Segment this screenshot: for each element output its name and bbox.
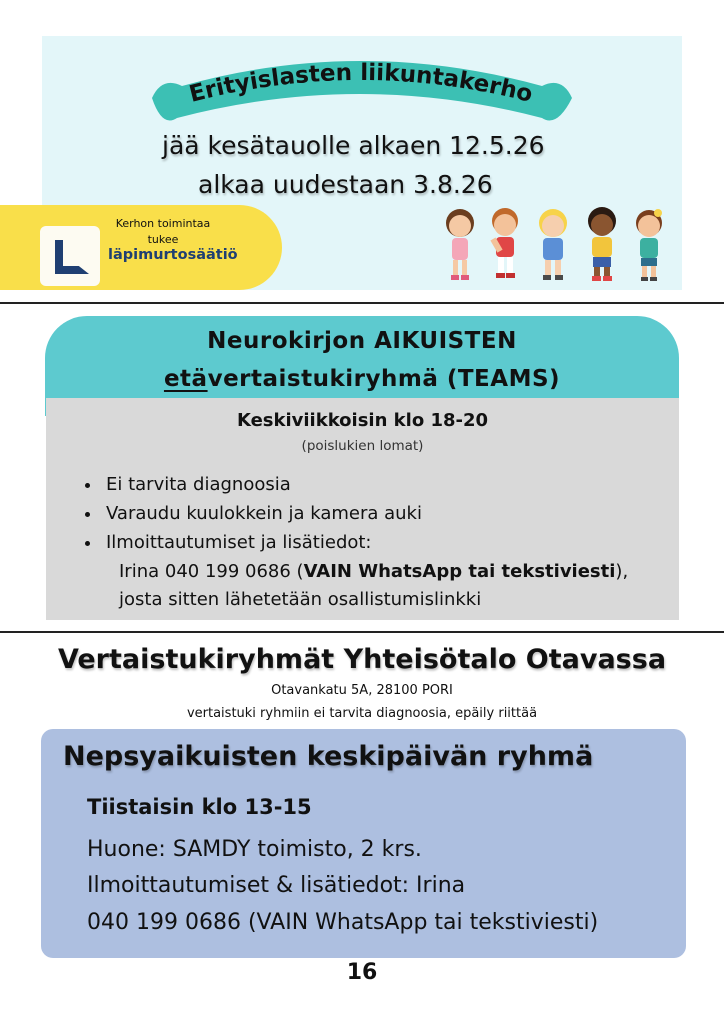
group-card xyxy=(41,729,686,958)
underlined-prefix: etä xyxy=(163,366,208,392)
list-item: • Ei tarvita diagnoosia xyxy=(102,470,422,499)
group-card-phone: 040 199 0686 (VAIN WhatsApp tai tekstiviesti) xyxy=(87,910,599,935)
teams-group-title-line1: Neurokirjon AIKUISTEN xyxy=(207,328,517,354)
divider xyxy=(0,302,724,304)
schedule-note: (poislukien lomat) xyxy=(301,438,424,454)
sponsor-logo xyxy=(40,226,100,286)
contact-info xyxy=(119,558,628,614)
children-illustration xyxy=(442,201,672,289)
group-card-title: Nepsyaikuisten keskipäivän ryhmä xyxy=(63,741,594,772)
group-card-registration: Ilmoittautumiset & lisätiedot: Irina xyxy=(87,873,466,898)
page-number: 16 xyxy=(346,960,378,985)
divider xyxy=(0,631,724,633)
break-start-text: jää kesätauolle alkaen 12.5.26 xyxy=(162,131,545,160)
logo-bar-horizontal xyxy=(55,266,89,274)
teams-group-title-line2 xyxy=(45,366,679,392)
list-item: • Varaudu kuulokkein ja kamera auki xyxy=(102,499,422,528)
info-list xyxy=(102,470,422,557)
child-figure xyxy=(539,209,567,280)
title-rest: vertaistukiryhmä (TEAMS) xyxy=(207,366,561,392)
contact-prefix: Irina 040 199 0686 ( xyxy=(119,561,304,582)
sponsor-block xyxy=(0,205,282,290)
address: Otavankatu 5A, 28100 PORI xyxy=(271,683,453,698)
group-card-time: Tiistaisin klo 13-15 xyxy=(87,795,312,819)
child-figure xyxy=(446,209,474,280)
child-figure xyxy=(490,208,518,278)
teams-group-body xyxy=(46,398,679,620)
diagnosis-note: vertaistuki ryhmiin ei tarvita diagnoosia, epäily riittää xyxy=(186,706,538,721)
banner-title: Erityislasten liikuntakerho xyxy=(186,59,536,108)
schedule-text: Keskiviikkoisin klo 18-20 xyxy=(236,410,489,431)
peer-groups-title: Vertaistukiryhmät Yhteisötalo Otavassa xyxy=(57,644,667,675)
contact-line2: josta sitten lähetetään osallistumislinkki xyxy=(119,589,482,610)
restart-text: alkaa uudestaan 3.8.26 xyxy=(198,170,493,199)
contact-suffix: ), xyxy=(615,561,629,582)
sponsor-support-text: Kerhon toimintaa tukee xyxy=(115,217,211,246)
child-figure xyxy=(636,209,662,281)
group-card-room: Huone: SAMDY toimisto, 2 krs. xyxy=(87,837,422,862)
sponsor-name: läpimurtosäätiö xyxy=(108,247,238,263)
list-item: • Ilmoittautumiset ja lisätiedot: xyxy=(102,528,422,557)
child-figure xyxy=(588,207,616,281)
contact-bold: VAIN WhatsApp tai tekstiviesti xyxy=(303,561,616,582)
